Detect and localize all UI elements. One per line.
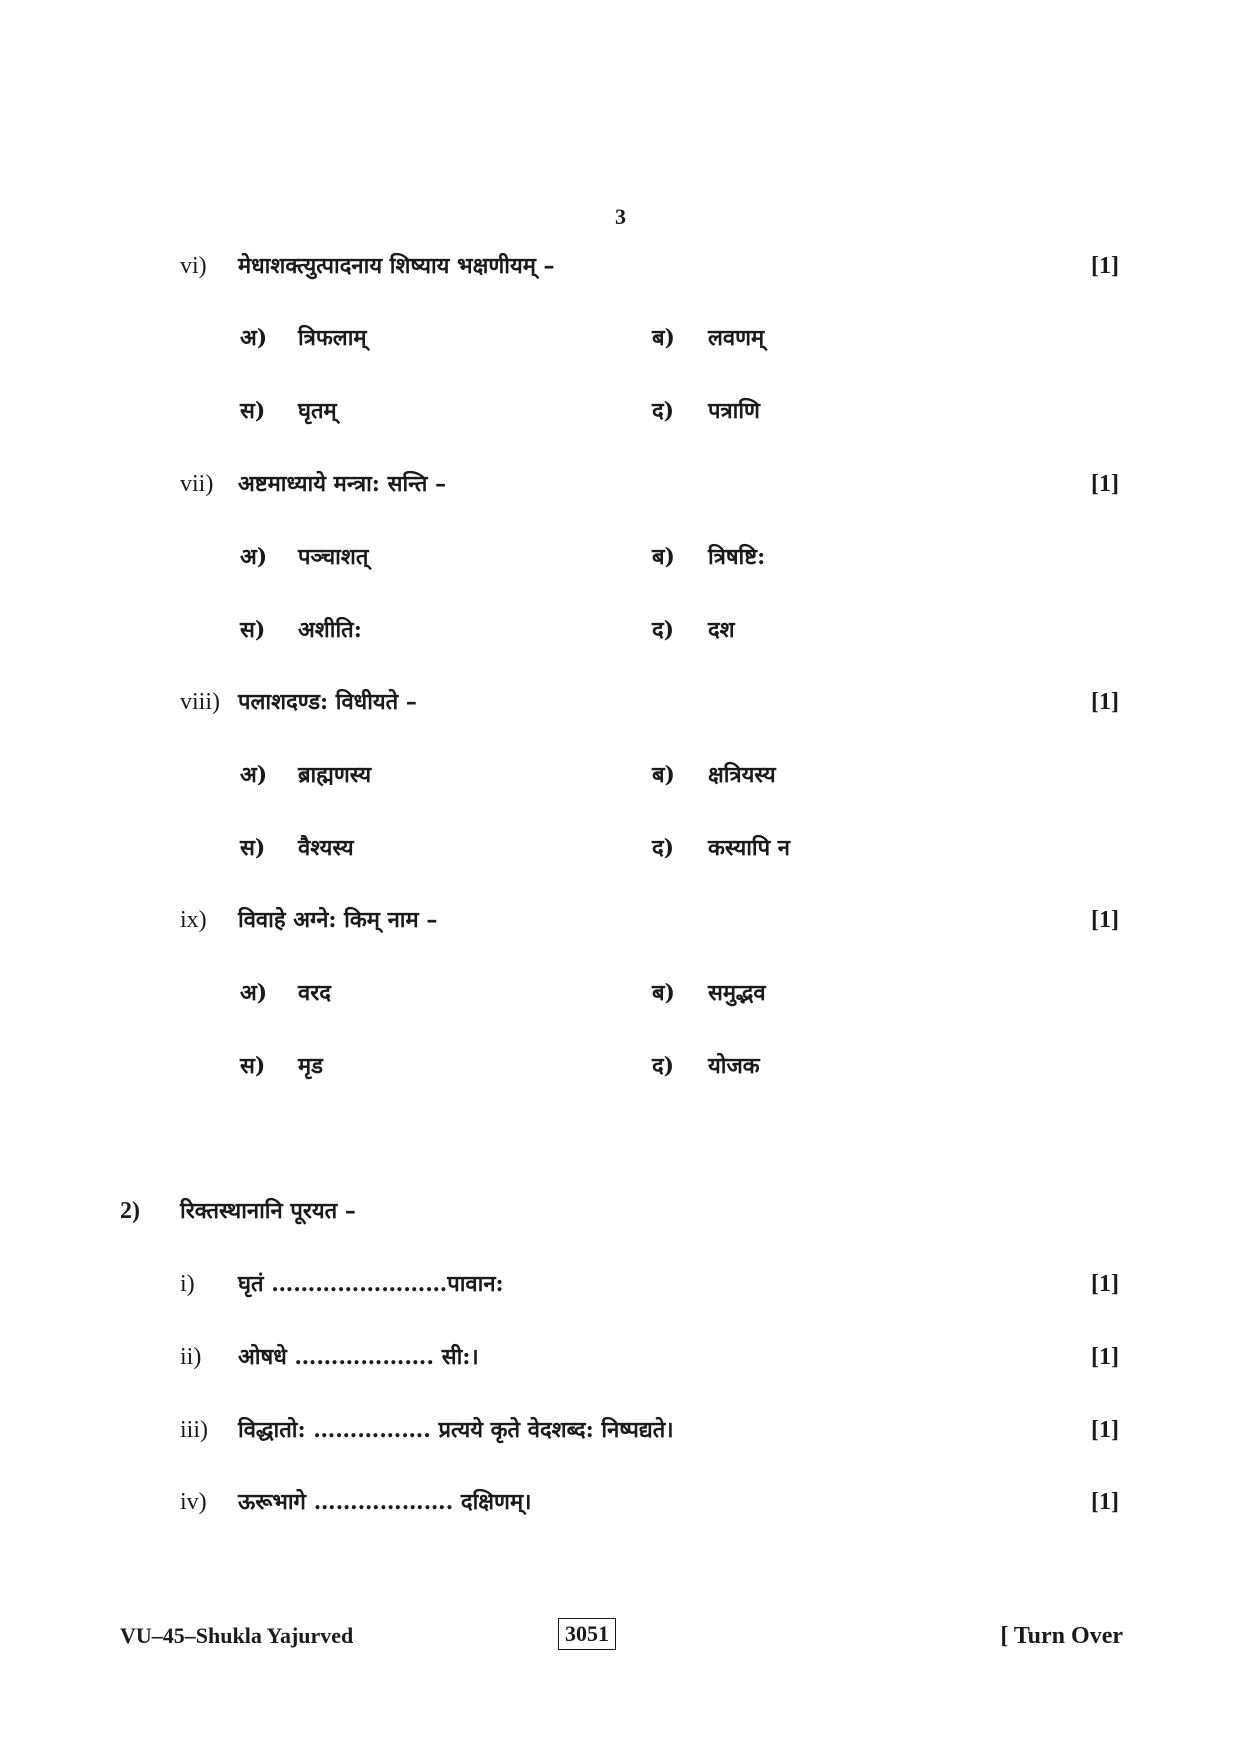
fill-blank-row bbox=[0, 1410, 1241, 1450]
item-marks: [1] bbox=[1091, 1344, 1119, 1370]
option-row bbox=[0, 610, 1241, 650]
option-text: त्रिषष्टि: bbox=[708, 544, 766, 570]
question-number: vii) bbox=[180, 471, 214, 497]
option-letter: ब) bbox=[652, 544, 675, 570]
option-letter: अ) bbox=[240, 325, 268, 351]
option-letter: स) bbox=[240, 1053, 266, 1079]
option-text: वरद bbox=[298, 980, 331, 1006]
option-row bbox=[0, 828, 1241, 868]
option-letter: द) bbox=[652, 398, 675, 424]
option-text: मृड bbox=[298, 1053, 323, 1079]
option-letter: ब) bbox=[652, 325, 675, 351]
fill-blank-row bbox=[0, 1337, 1241, 1377]
fill-blank-row bbox=[0, 1264, 1241, 1304]
question-number: vi) bbox=[180, 253, 207, 279]
question-row bbox=[0, 246, 1241, 286]
question-number: viii) bbox=[180, 689, 220, 715]
option-row bbox=[0, 318, 1241, 358]
option-letter: द) bbox=[652, 1053, 675, 1079]
option-text: पञ्चाशत् bbox=[298, 544, 369, 570]
question-marks: [1] bbox=[1091, 689, 1119, 715]
item-number: i) bbox=[180, 1271, 195, 1297]
section-number: 2) bbox=[120, 1198, 140, 1224]
option-row bbox=[0, 973, 1241, 1013]
option-row bbox=[0, 391, 1241, 431]
item-number: ii) bbox=[180, 1344, 202, 1370]
question-marks: [1] bbox=[1091, 471, 1119, 497]
option-letter: अ) bbox=[240, 762, 268, 788]
option-letter: ब) bbox=[652, 762, 675, 788]
option-text: कस्यापि न bbox=[708, 835, 790, 861]
item-text: ओषधे ………………. सी:। bbox=[238, 1344, 479, 1370]
item-marks: [1] bbox=[1091, 1271, 1119, 1297]
option-letter: स) bbox=[240, 398, 266, 424]
question-row bbox=[0, 900, 1241, 940]
item-text: ऊरूभागे ………………. दक्षिणम्। bbox=[238, 1489, 532, 1515]
item-number: iii) bbox=[180, 1417, 208, 1443]
item-text: घृतं ……………………पावान: bbox=[238, 1271, 504, 1297]
turn-over-note: [ Turn Over bbox=[1000, 1623, 1123, 1649]
option-text: दश bbox=[708, 617, 735, 643]
question-text: अष्टमाध्याये मन्त्रा: सन्ति – bbox=[238, 471, 447, 497]
option-text: समुद्भव bbox=[708, 980, 766, 1006]
option-text: घृतम् bbox=[298, 398, 337, 424]
option-letter: अ) bbox=[240, 980, 268, 1006]
booklet-code: 3051 bbox=[558, 1618, 616, 1650]
option-letter: ब) bbox=[652, 980, 675, 1006]
option-letter: स) bbox=[240, 617, 266, 643]
option-letter: द) bbox=[652, 835, 675, 861]
section-title: रिक्तस्थानानि पूरयत – bbox=[180, 1198, 356, 1224]
question-text: मेधाशक्त्युत्पादनाय शिष्याय भक्षणीयम् – bbox=[238, 253, 555, 279]
question-text: विवाहे अग्ने: किम् नाम – bbox=[238, 907, 438, 933]
question-row bbox=[0, 464, 1241, 504]
question-row bbox=[0, 682, 1241, 722]
option-text: योजक bbox=[708, 1053, 760, 1079]
item-text: विद्धातो: ……………. प्रत्यये कृते वेदशब्द: निष्पद्यते। bbox=[238, 1417, 674, 1443]
option-text: वैश्यस्य bbox=[298, 835, 354, 861]
option-row bbox=[0, 1046, 1241, 1086]
question-marks: [1] bbox=[1091, 253, 1119, 279]
item-marks: [1] bbox=[1091, 1489, 1119, 1515]
page-number: 3 bbox=[615, 204, 626, 229]
fill-blank-row bbox=[0, 1482, 1241, 1522]
option-letter: द) bbox=[652, 617, 675, 643]
option-text: ब्राह्मणस्य bbox=[298, 762, 372, 788]
item-marks: [1] bbox=[1091, 1417, 1119, 1443]
item-number: iv) bbox=[180, 1489, 207, 1515]
question-marks: [1] bbox=[1091, 907, 1119, 933]
section-heading bbox=[0, 1191, 1241, 1231]
option-row bbox=[0, 537, 1241, 577]
page-footer bbox=[0, 1616, 1241, 1656]
question-number: ix) bbox=[180, 907, 207, 933]
question-text: पलाशदण्ड: विधीयते – bbox=[238, 689, 417, 715]
option-text: अशीति: bbox=[298, 617, 362, 643]
paper-code: VU–45–Shukla Yajurved bbox=[120, 1623, 354, 1648]
option-text: त्रिफलाम् bbox=[298, 325, 367, 351]
option-row bbox=[0, 755, 1241, 795]
option-text: क्षत्रियस्य bbox=[708, 762, 776, 788]
option-text: लवणम् bbox=[708, 325, 765, 351]
option-letter: स) bbox=[240, 835, 266, 861]
option-letter: अ) bbox=[240, 544, 268, 570]
option-text: पत्राणि bbox=[708, 398, 760, 424]
